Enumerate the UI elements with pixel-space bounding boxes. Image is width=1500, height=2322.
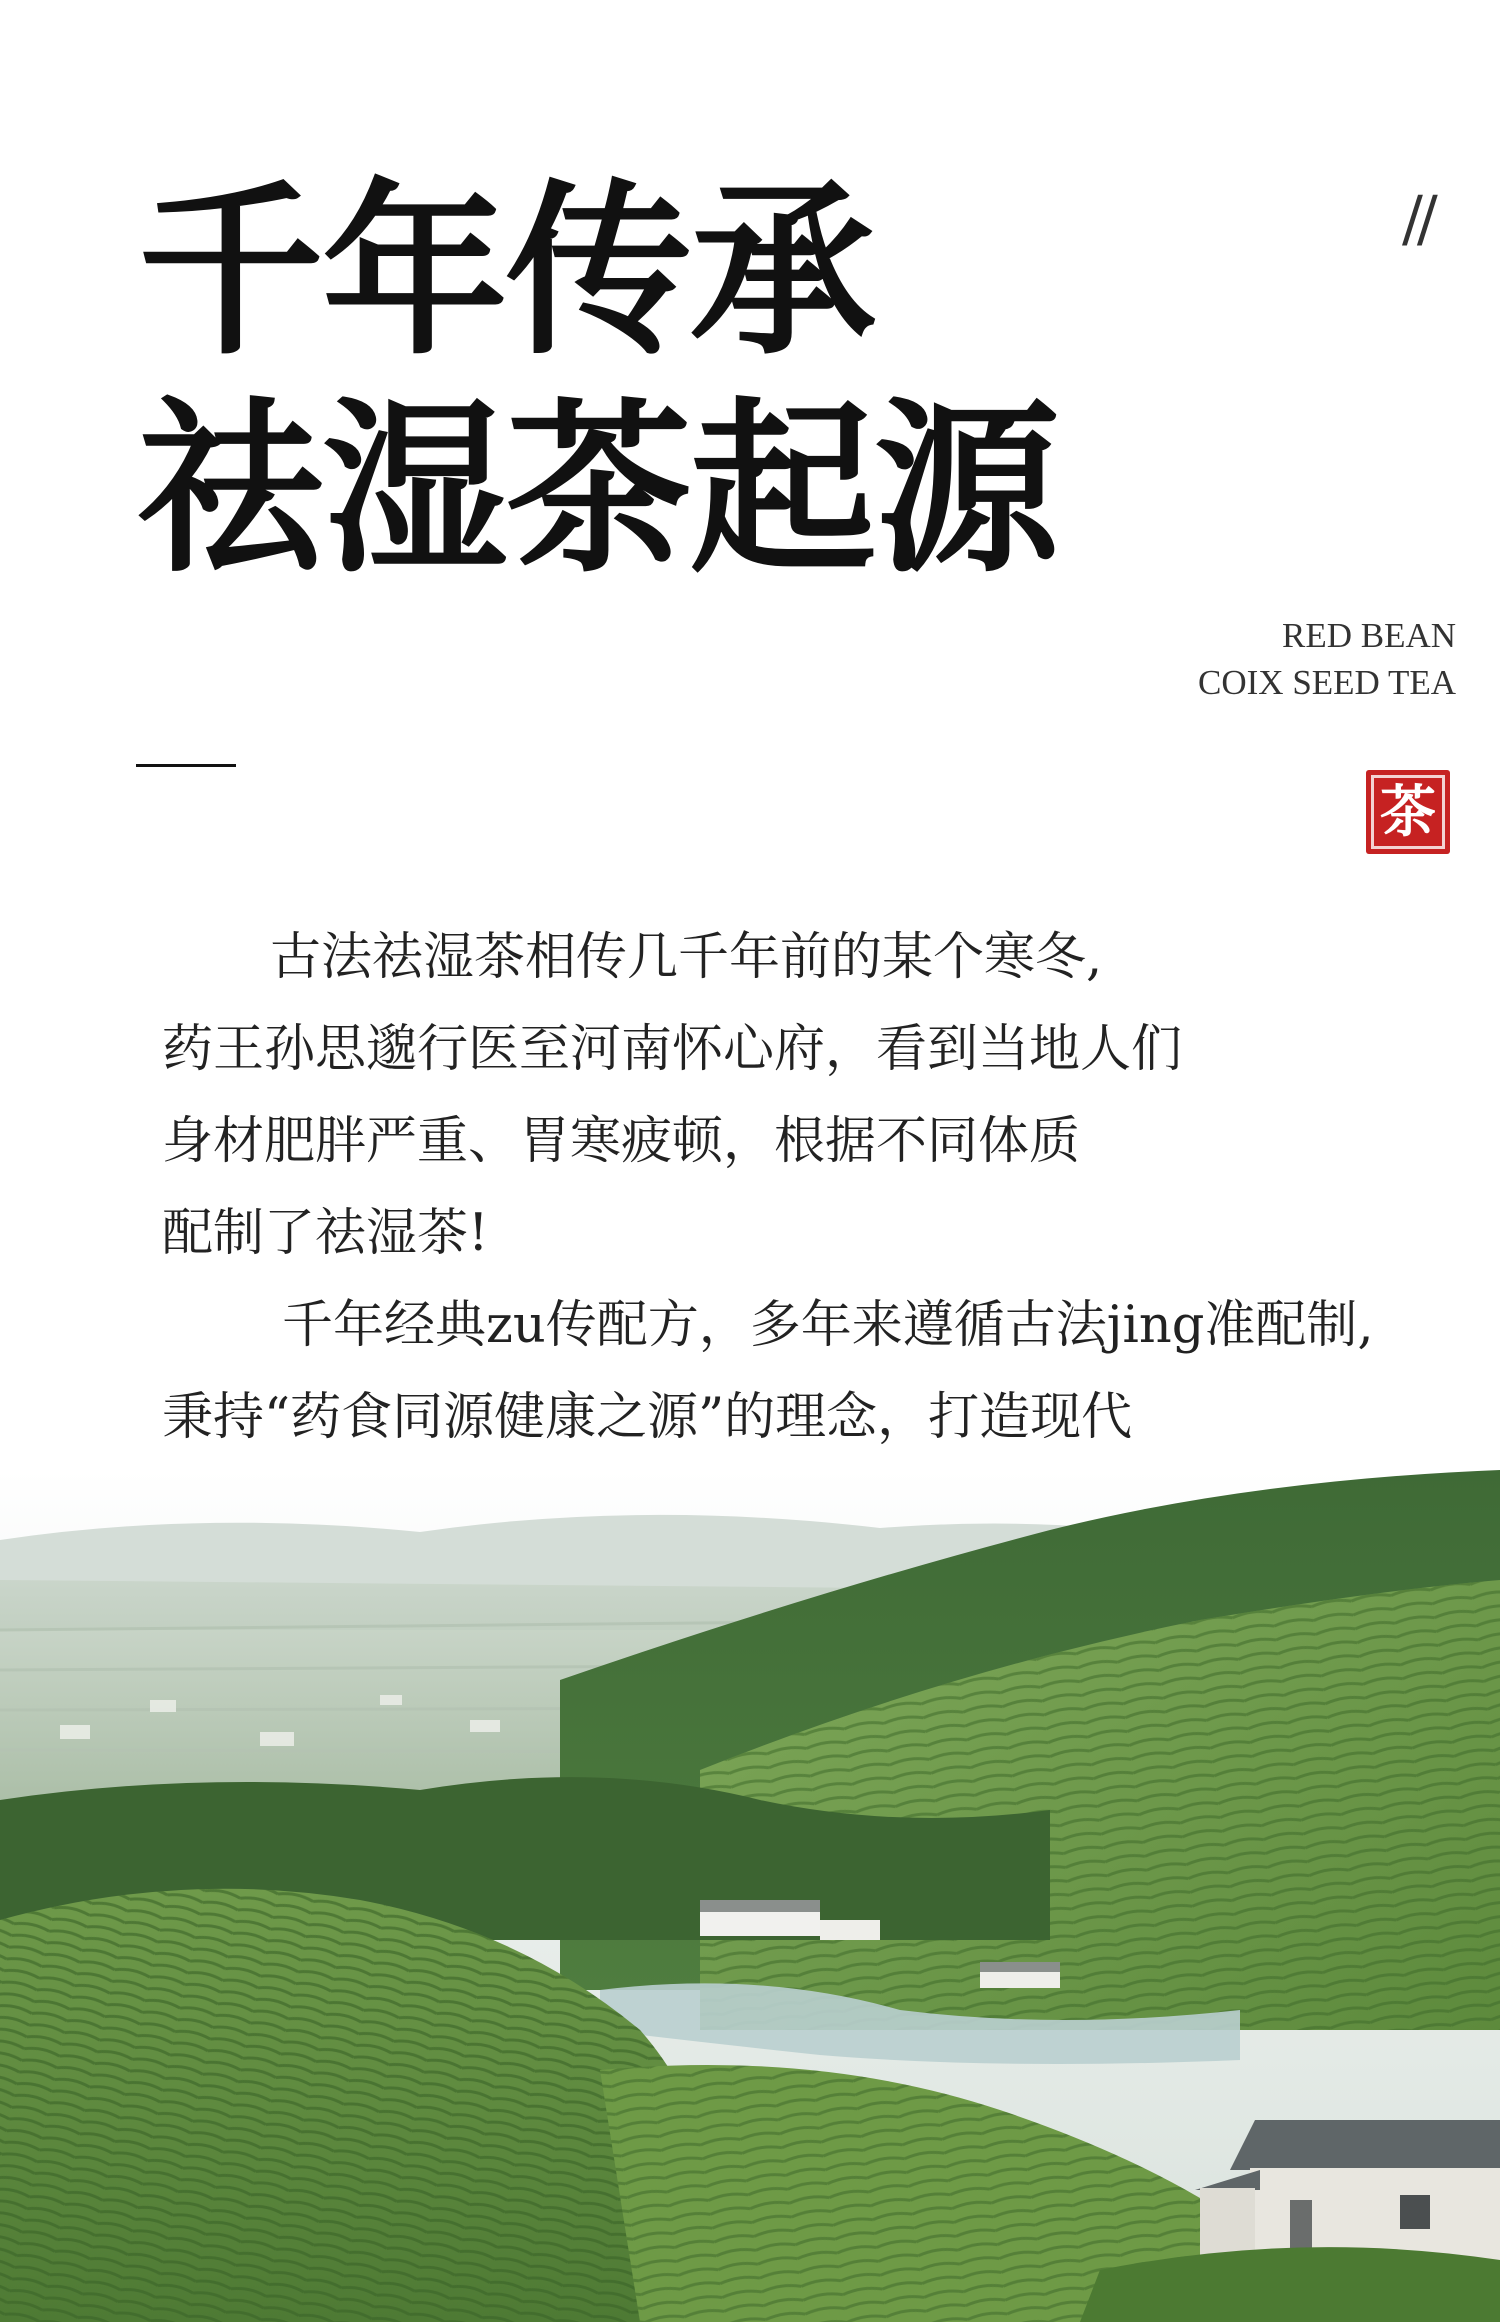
divider-line <box>136 764 236 767</box>
paragraph-2-line-1: 千年经典zu传配方，多年来遵循古法jing准配制, <box>282 1296 1374 1355</box>
headline-line-1: 千年传承 <box>138 161 875 380</box>
paragraph-1-line-2: 药王孙思邈行医至河南怀心府，看到当地人们 <box>162 1020 1183 1079</box>
story-paragraphs <box>162 912 1492 1556</box>
slash-decoration: // <box>1402 182 1432 255</box>
tea-seal-stamp <box>1366 770 1450 854</box>
english-title-line-2: COIX SEED TEA <box>1198 663 1456 702</box>
tea-plantation-landscape <box>0 1470 1500 2322</box>
english-title-line-1: RED BEAN <box>1281 616 1456 655</box>
paragraph-1-line-1: 古法祛湿茶相传几千年前的某个寒冬, <box>270 928 1103 987</box>
headline-line-2: 祛湿茶起源 <box>138 379 1059 598</box>
paragraph-1-line-3: 身材肥胖严重、胃寒疲顿，根据不同体质 <box>162 1112 1081 1171</box>
seal-character: 茶 <box>1380 779 1436 845</box>
paragraph-1-line-4: 配制了祛湿茶! <box>162 1204 489 1263</box>
paragraph-2-line-2: 秉持“药食同源健康之源”的理念，打造现代 <box>162 1388 1133 1447</box>
